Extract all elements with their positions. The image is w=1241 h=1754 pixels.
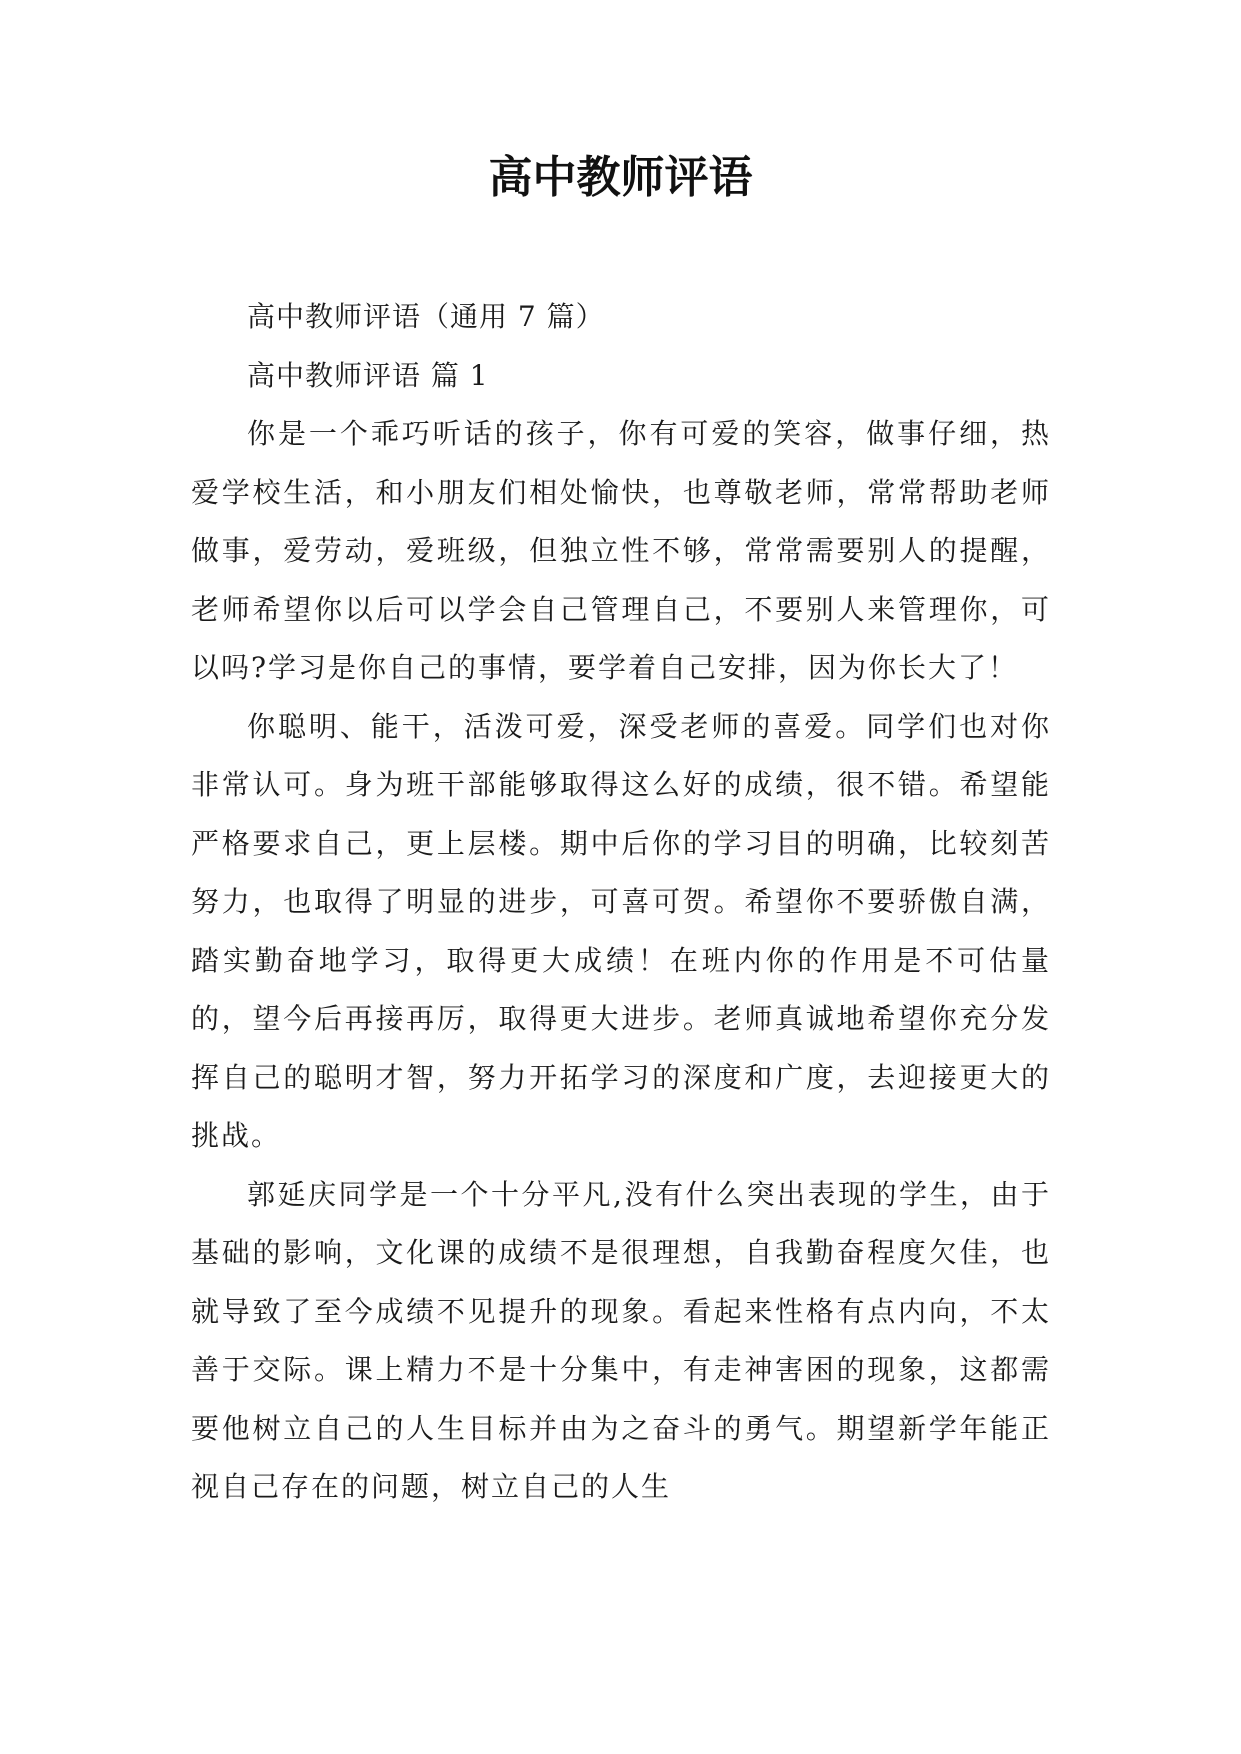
document-body [191,288,1051,1517]
section-heading: 高中教师评语 篇 1 [247,358,489,392]
paragraph-3: 郭延庆同学是一个十分平凡,没有什么突出表现的学生，由于基础的影响，文化课的成绩不是很理想，自我勤奋程度欠佳，也就导致了至今成绩不见提升的现象。看起来性格有点内向，不太善于交际。课上精力不是十分集中，有走神害困的现象，这都需要他树立自己的人生目标并由为之奋斗的勇气。期望新学年能正视自己存在的问题，树立自己的人生 [191,1177,1051,1503]
document-title: 高中教师评语 [488,152,753,203]
document-subtitle: 高中教师评语（通用 7 篇） [247,300,605,333]
paragraph-2: 你聪明、能干，活泼可爱，深受老师的喜爱。同学们也对你非常认可。身为班干部能够取得这么好的成绩，很不错。希望能严格要求自己，更上层楼。期中后你的学习目的明确，比较刻苦努力，也取得了明显的进步，可喜可贺。希望你不要骄傲自满，踏实勤奋地学习，取得更大成绩！在班内你的作用是不可估量的，望今后再接再厉，取得更大进步。老师真诚地希望你充分发挥自己的聪明才智，努力开拓学习的深度和广度，去迎接更大的挑战。 [191,709,1051,1152]
paragraph-1: 你是一个乖巧听话的孩子，你有可爱的笑容，做事仔细，热爱学校生活，和小朋友们相处愉快，也尊敬老师，常常帮助老师做事，爱劳动，爱班级，但独立性不够，常常需要别人的提醒，老师希望你以后可以学会自己管理自己，不要别人来管理你，可以吗?学习是你自己的事情，要学着自己安排，因为你长大了！ [191,417,1051,684]
